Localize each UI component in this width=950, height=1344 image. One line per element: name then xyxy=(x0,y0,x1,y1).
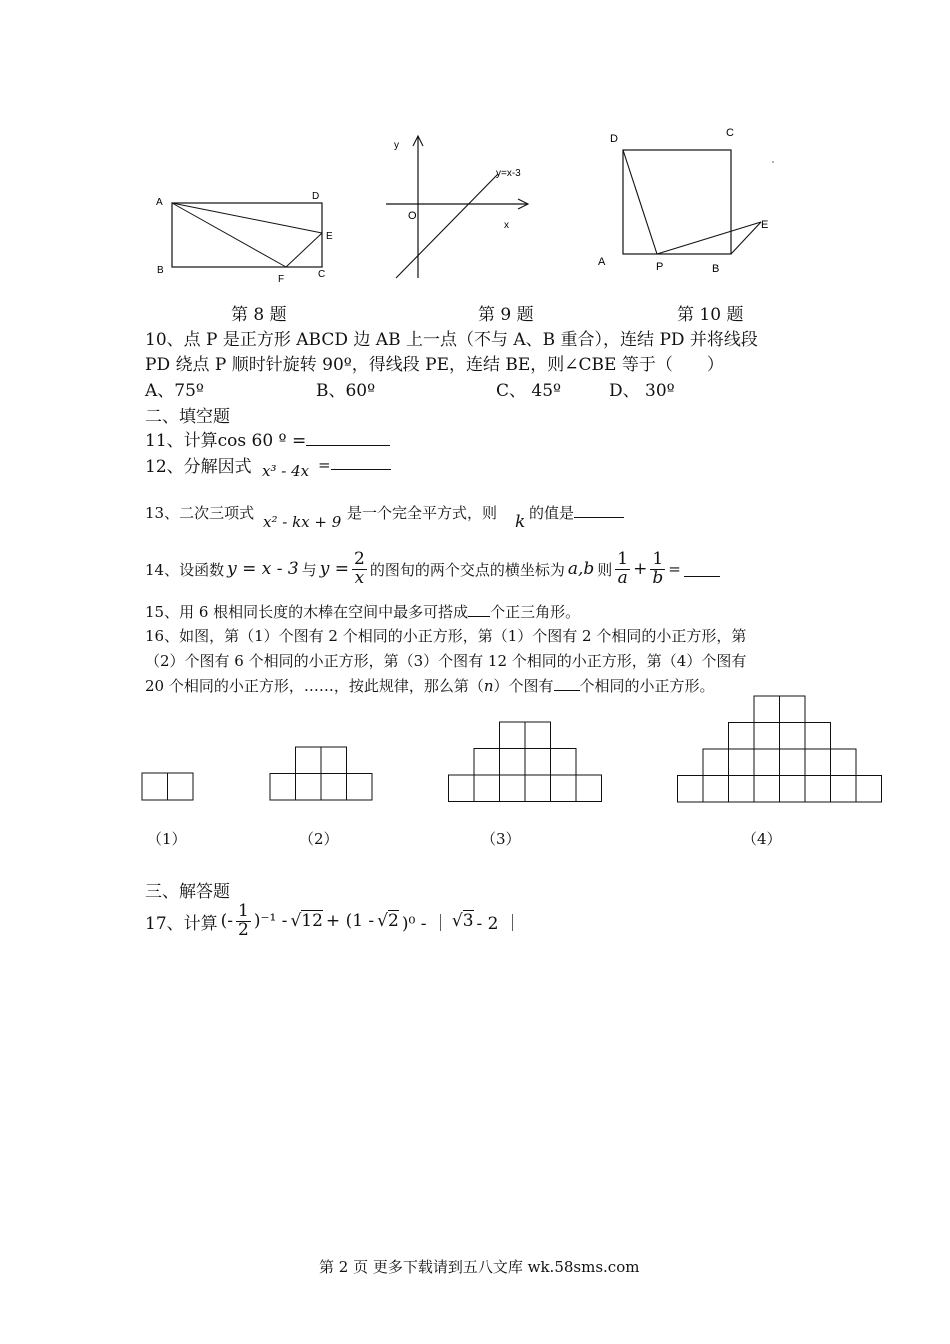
square-caption-4: （4） xyxy=(742,830,782,848)
q12-prefix: 12、分解因式 xyxy=(145,457,252,477)
q17-open: (- xyxy=(220,911,234,932)
q14-plus: + xyxy=(633,559,648,580)
q11-prefix: 11、计算 xyxy=(145,431,218,451)
q15-text: 15、用 6 根相同长度的木棒在空间中最多可搭成 xyxy=(145,603,469,621)
label-e: E xyxy=(761,219,769,231)
q12-eq xyxy=(318,455,391,474)
q10-line1: 10、点 P 是正方形 ABCD 边 AB 上一点（不与 A、B 重合），连结 PD 并将线段 xyxy=(145,330,758,350)
label-p: P xyxy=(656,261,664,273)
q17-sqrt-2: √2 xyxy=(377,911,399,932)
q17 xyxy=(145,903,521,940)
square-caption-1: （1） xyxy=(147,830,187,848)
q14-f2-num: 2 xyxy=(354,549,365,569)
q14-with: 与 xyxy=(301,560,317,579)
q17-fraction-one-half xyxy=(236,903,251,940)
q14-fraction-1-over-a xyxy=(615,551,630,588)
q13-blank xyxy=(574,503,624,518)
square-caption-3: （3） xyxy=(481,830,521,848)
q14-s1-num: 1 xyxy=(617,549,629,569)
q12-expr: x³ - 4x xyxy=(262,462,310,480)
square-figure-4 xyxy=(677,695,885,803)
q11-blank xyxy=(306,431,390,446)
q16-line3-b: ）个图有 xyxy=(493,677,554,695)
q10-option-c: C、 45º xyxy=(496,381,562,401)
figure-8 xyxy=(150,185,340,285)
q10-option-b: B、60º xyxy=(316,381,376,401)
q17-sqrt2-radicand: 2 xyxy=(388,911,399,932)
square-caption-2: （2） xyxy=(299,830,339,848)
figure-10 xyxy=(590,122,780,278)
label-a: A xyxy=(156,197,163,208)
q16-line3 xyxy=(145,675,715,696)
page-footer: 第 2 页 更多下载请到五八文库 wk.58sms.com xyxy=(319,1258,640,1276)
q17-sqrt12-radicand: 12 xyxy=(301,911,323,932)
q13-var: k xyxy=(515,512,526,532)
caption-fig9: 第 9 题 xyxy=(478,305,534,325)
q14-s1-den: a xyxy=(617,567,628,588)
q16-blank xyxy=(554,676,580,691)
q13-mid: 是一个完全平方式，则 xyxy=(347,504,498,522)
caption-fig10: 第 10 题 xyxy=(677,305,744,325)
q17-pow0: )⁰ - ｜ xyxy=(401,913,449,934)
q13-suffix-text: 的值是 xyxy=(529,504,575,522)
q11 xyxy=(145,426,390,451)
q13-prefix: 13、二次三项式 xyxy=(145,504,255,522)
q14-prefix: 14、设函数 xyxy=(145,560,225,579)
axis-y-label: y xyxy=(394,140,399,151)
label-d: D xyxy=(610,133,618,145)
q16-line3-a: 20 个相同的小正方形，……，按此规律，那么第（ xyxy=(145,677,484,695)
square-figure-3 xyxy=(448,721,604,803)
q17-pow1: )⁻¹ - xyxy=(253,911,288,932)
axis-x-label: x xyxy=(504,220,509,231)
q17-sqrt-12: √12 xyxy=(290,911,323,932)
q10-option-d: D、 30º xyxy=(609,381,675,401)
q14-mid: 的图旬的两个交点的横坐标为 xyxy=(369,560,565,579)
q17-num: 1 xyxy=(238,901,249,921)
q14 xyxy=(145,551,720,588)
q14-f2-left: y = xyxy=(319,559,349,580)
section-heading-fill-in: 二、填空题 xyxy=(145,407,230,427)
q16-line2: （2）个图有 6 个相同的小正方形，第（3）个图有 12 个相同的小正方形，第（4）个图有 xyxy=(145,652,747,670)
q12-blank xyxy=(331,455,391,470)
q12-eq-sign: = xyxy=(318,456,331,474)
q17-sqrt3-radicand: 3 xyxy=(462,911,474,932)
q16-n: n xyxy=(483,677,494,695)
q10-line2: PD 绕点 P 顺时针旋转 90º，得线段 PE，连结 BE，则∠CBE 等于（ ） xyxy=(145,355,724,375)
label-c: C xyxy=(726,127,734,139)
q14-f2-den: x xyxy=(354,567,365,588)
q14-s2-den: b xyxy=(652,567,664,588)
q10-option-a: A、75º xyxy=(145,381,204,401)
q17-den: 2 xyxy=(238,919,249,940)
figure-9 xyxy=(380,130,540,282)
square-figure-2 xyxy=(269,746,375,802)
q13-suffix xyxy=(529,502,624,523)
label-d: D xyxy=(312,191,320,202)
section-heading-solve: 三、解答题 xyxy=(145,882,230,902)
label-c: C xyxy=(318,269,326,280)
q14-fraction-1-over-b xyxy=(650,551,665,588)
q14-eq: = xyxy=(668,560,681,579)
q17-sqrt-3: √3 xyxy=(451,911,474,932)
q14-vars: a,b xyxy=(567,559,595,580)
label-e: E xyxy=(326,231,333,242)
q16-line1: 16、如图，第（1）个图有 2 个相同的小正方形，第（1）个图有 2 个相同的小正方形，第 xyxy=(145,627,747,645)
q17-tail: - 2 ｜ xyxy=(476,913,521,934)
line-label: y=x-3 xyxy=(496,168,521,179)
label-b: B xyxy=(157,265,164,276)
q16-line3-c: 个相同的小正方形。 xyxy=(579,677,715,695)
q12 xyxy=(145,452,252,477)
label-a: A xyxy=(598,256,606,268)
q15 xyxy=(145,601,580,622)
caption-fig8: 第 8 题 xyxy=(231,305,287,325)
q17-prefix: 17、计算 xyxy=(145,913,218,934)
q13-expr: x² - kx + 9 xyxy=(263,513,342,531)
q14-then: 则 xyxy=(597,560,613,579)
origin-label: O xyxy=(408,210,417,222)
q11-expr: cos 60 º = xyxy=(217,431,307,451)
square-figure-1 xyxy=(141,772,195,802)
q15-blank xyxy=(468,602,490,617)
q14-fraction-2-over-x xyxy=(352,551,367,588)
q15-suffix: 个正三角形。 xyxy=(490,603,581,621)
label-f: F xyxy=(278,274,285,285)
q14-s2-num: 1 xyxy=(650,551,665,570)
q17-mid: + (1 - xyxy=(325,911,375,932)
q14-f1: y = x - 3 xyxy=(227,559,299,580)
label-b: B xyxy=(712,263,720,275)
q14-blank xyxy=(684,562,720,577)
